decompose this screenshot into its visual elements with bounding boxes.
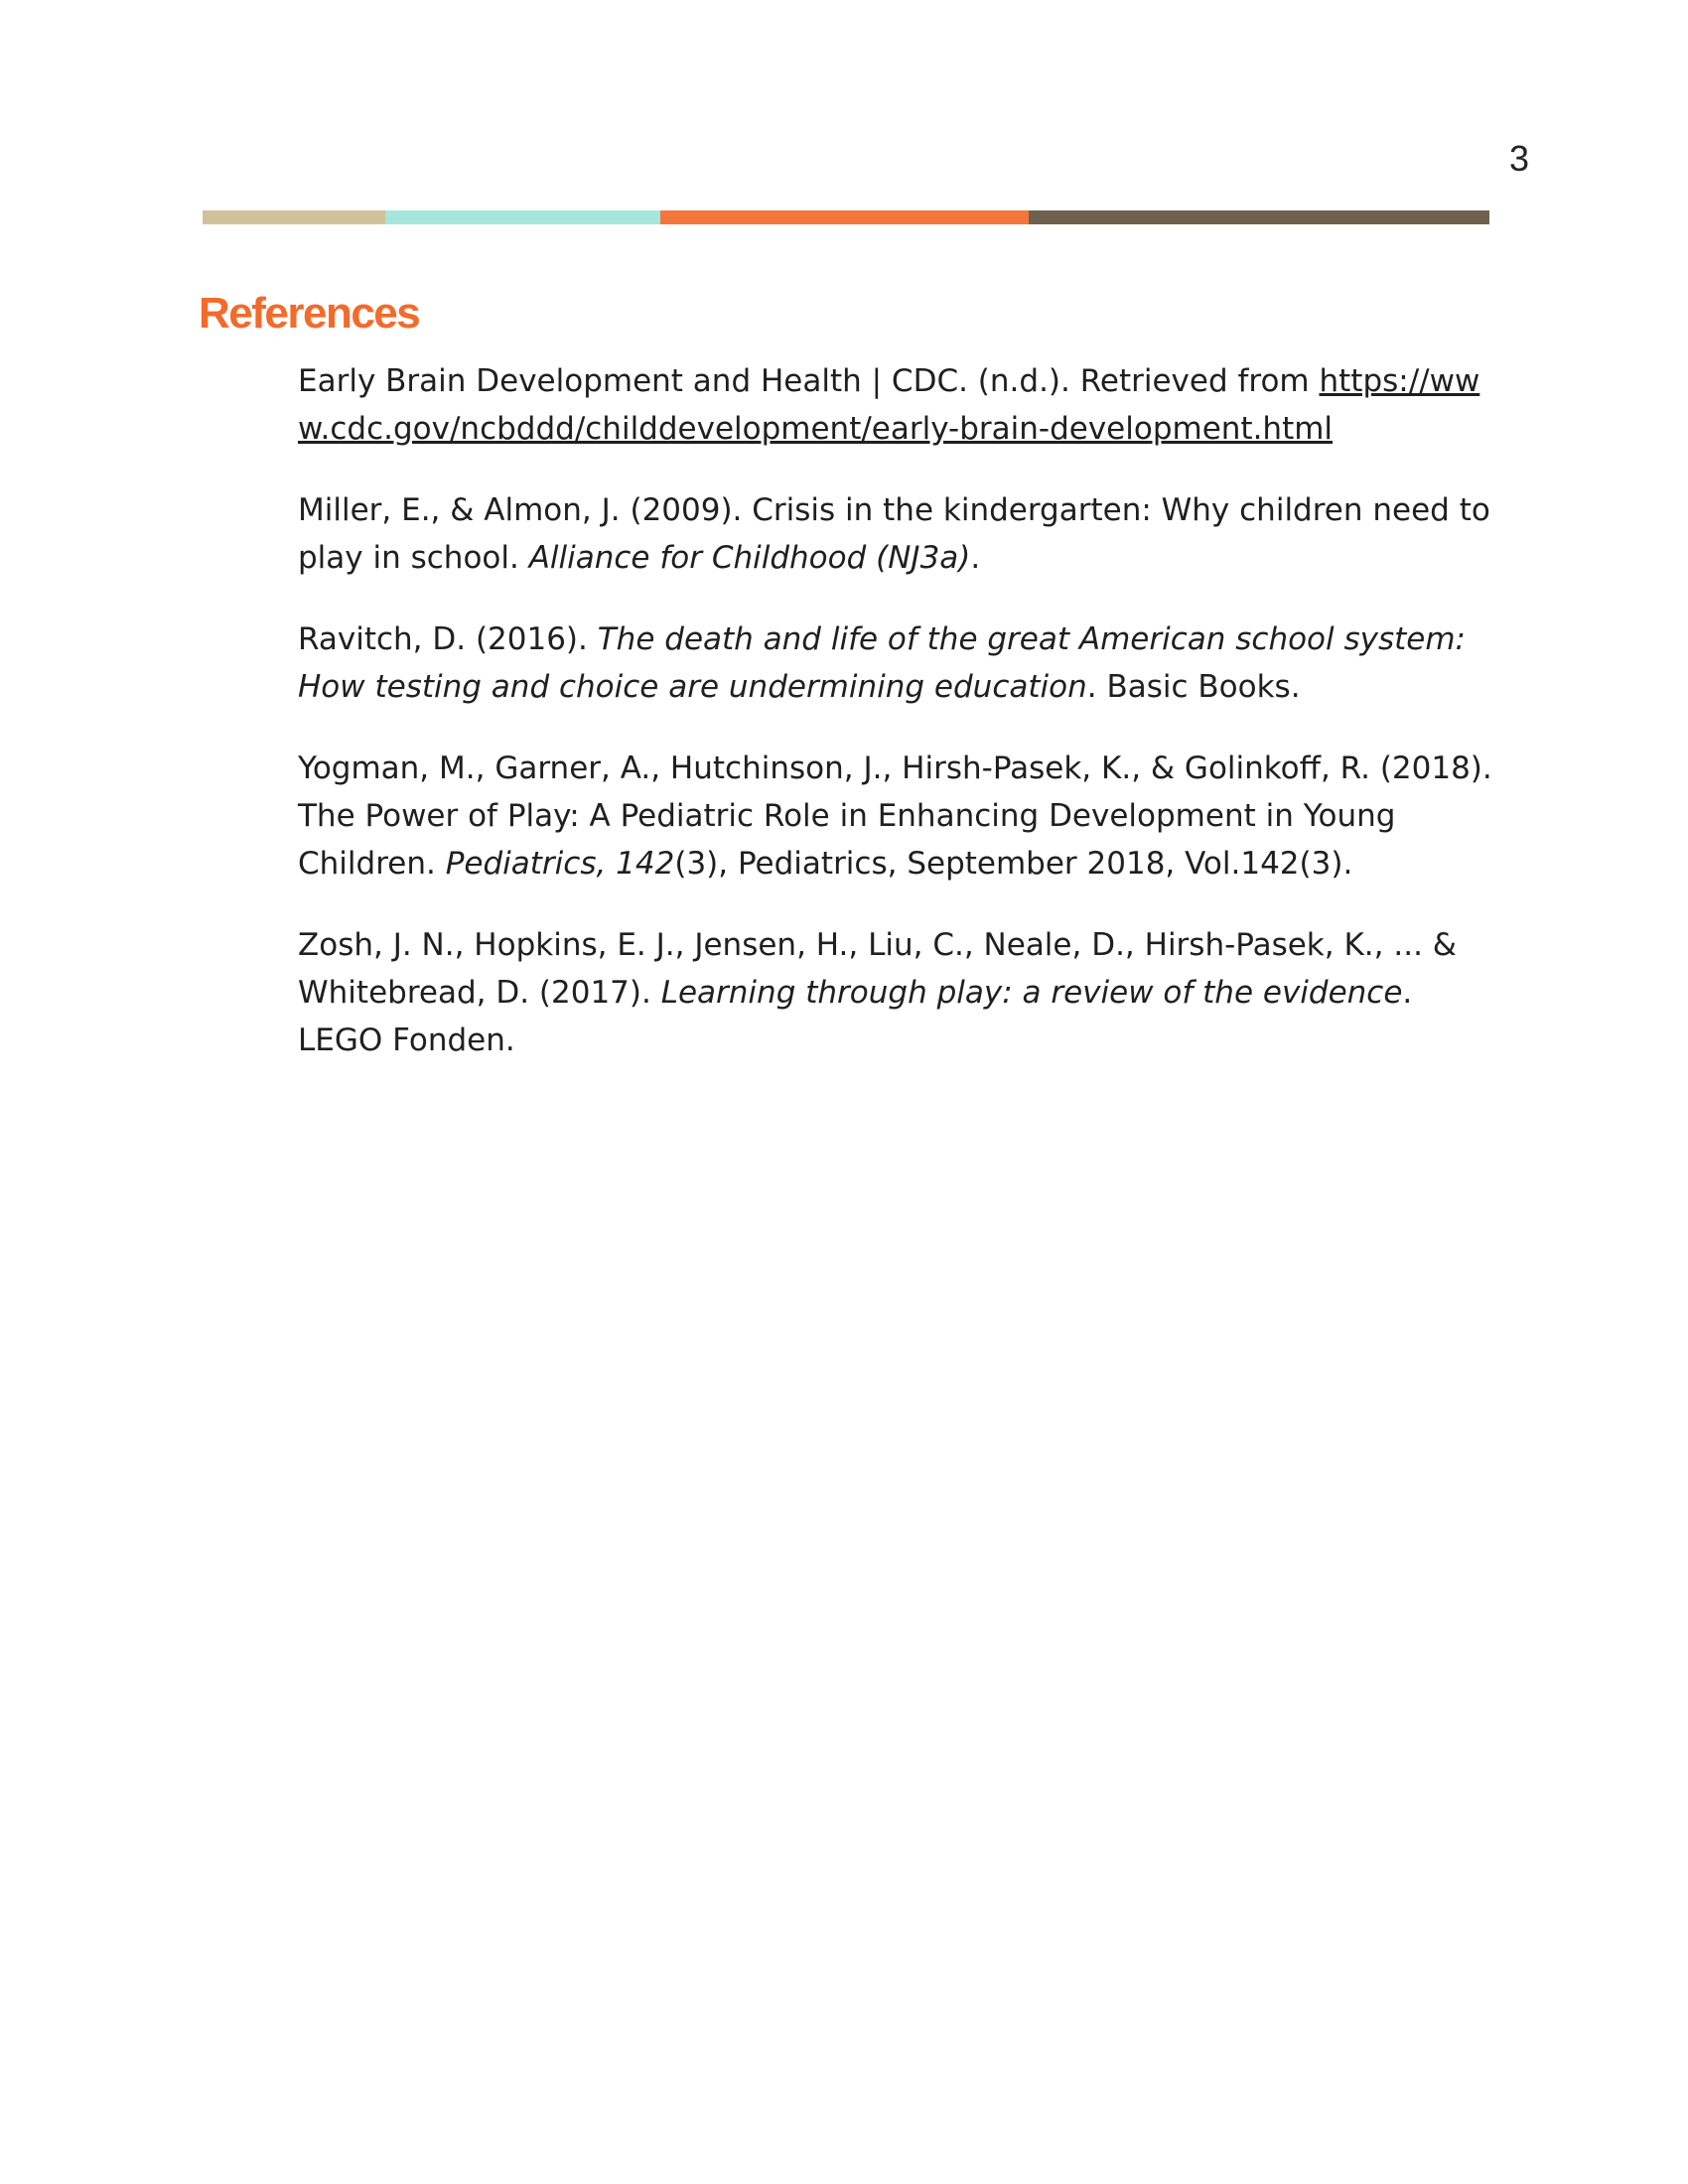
reference-item-miller	[298, 486, 1499, 582]
reference-text: Early Brain Development and Health | CDC. (n.d.). Retrieved from	[298, 363, 1320, 399]
reference-list	[298, 357, 1499, 1098]
page-number: 3	[1508, 138, 1529, 179]
reference-journal: Pediatrics, 142	[445, 846, 675, 882]
reference-end: .	[970, 540, 981, 576]
reference-title: Learning through play: a review of the evidence	[660, 975, 1403, 1011]
reference-end: . LEGO Fonden.	[298, 975, 1413, 1058]
reference-journal: Alliance for Childhood (NJ3a)	[528, 540, 971, 576]
reference-authors: Miller, E., & Almon, J. (2009). Crisis in the kindergarten: Why children need to play in school.	[298, 492, 1490, 576]
color-bar-segment-teal	[385, 210, 660, 224]
decorative-color-bar	[203, 210, 1489, 224]
reference-authors: Yogman, M., Garner, A., Hutchinson, J., Hirsh-Pasek, K., & Golinkoff, R. (2018). The Power of Play: A Pediatric Role in Enhancing Development in Young Children.	[298, 751, 1492, 882]
color-bar-segment-tan	[203, 210, 385, 224]
reference-authors: Ravitch, D. (2016).	[298, 621, 598, 657]
references-heading: References	[199, 289, 420, 338]
reference-end: (3), Pediatrics, September 2018, Vol.142(3).	[674, 846, 1353, 882]
reference-end: . Basic Books.	[1086, 669, 1301, 705]
reference-item-zosh	[298, 921, 1499, 1064]
reference-title: The death and life of the great American school system: How testing and choice are undermining education	[298, 621, 1467, 705]
reference-item-yogman	[298, 745, 1499, 887]
reference-item-cdc	[298, 357, 1499, 453]
color-bar-segment-orange	[660, 210, 1029, 224]
reference-item-ravitch	[298, 615, 1499, 711]
color-bar-segment-brown	[1029, 210, 1489, 224]
reference-link[interactable]: https://www.cdc.gov/ncbddd/childdevelopment/early-brain-development.html	[298, 363, 1480, 447]
reference-authors: Zosh, J. N., Hopkins, E. J., Jensen, H., Liu, C., Neale, D., Hirsh-Pasek, K., ... & Whitebread, D. (2017).	[298, 927, 1457, 1011]
